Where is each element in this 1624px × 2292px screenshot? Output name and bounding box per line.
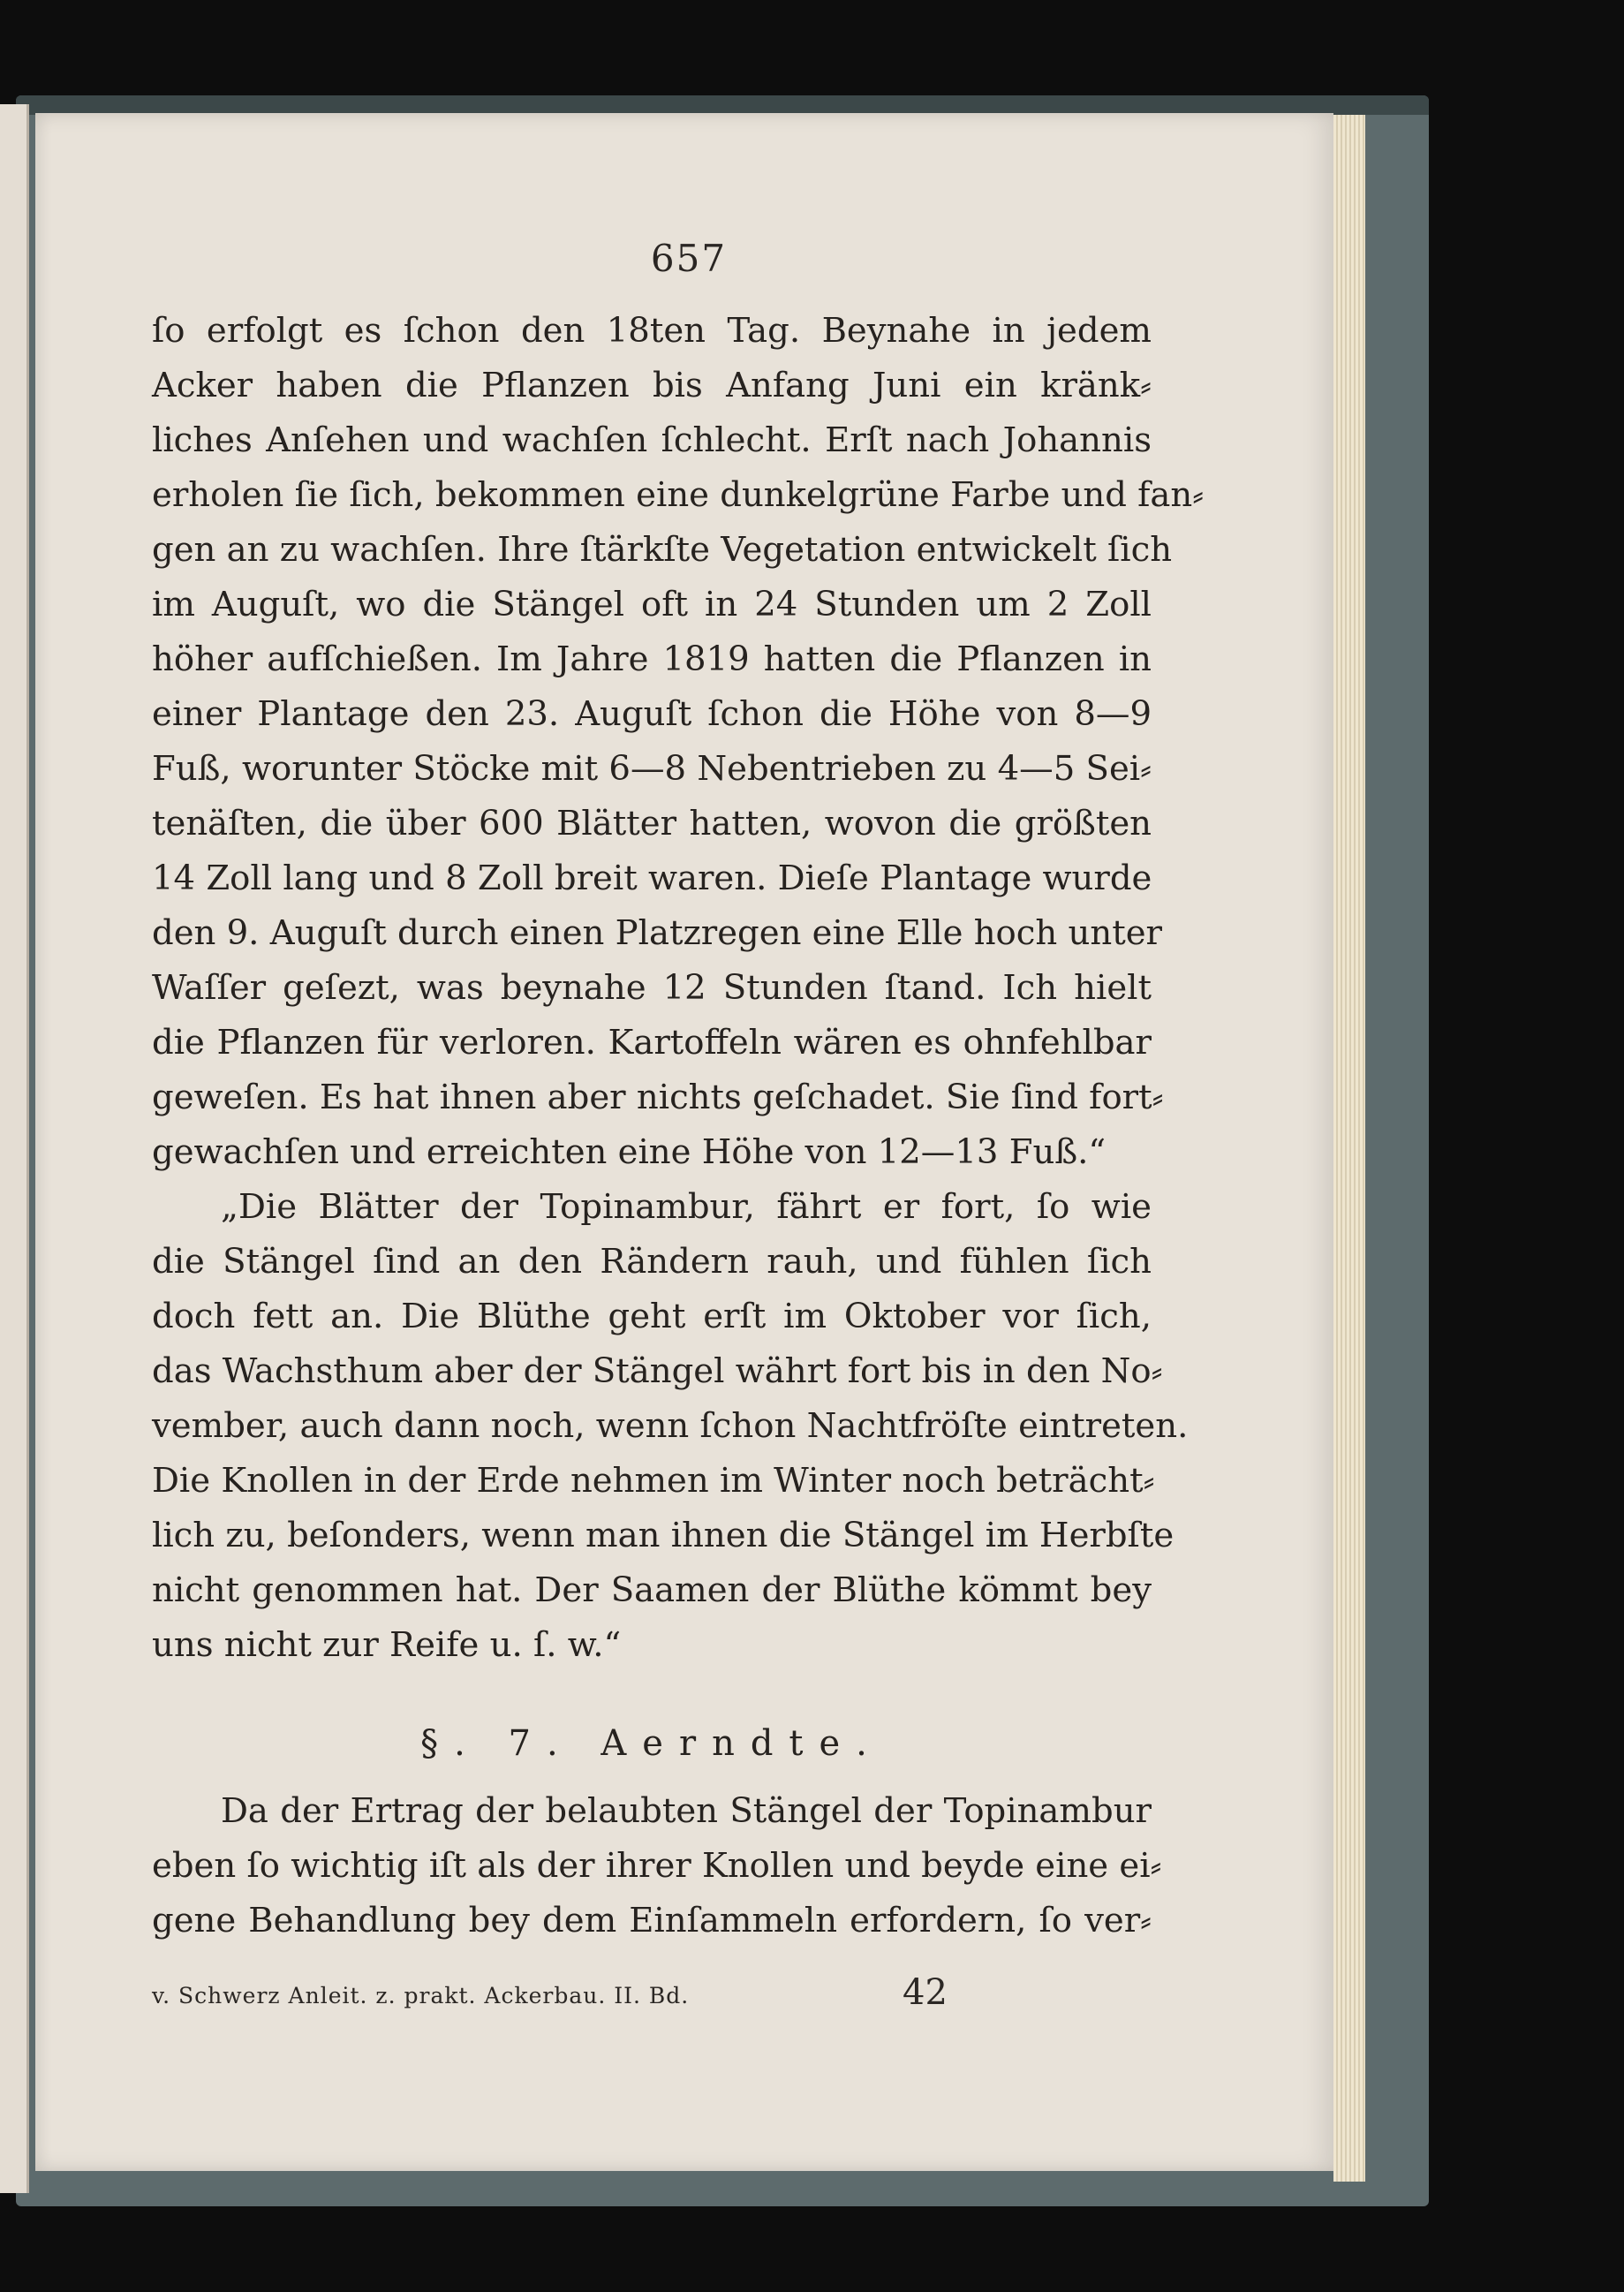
text-line: vember, auch dann noch, wenn ſchon Nachtfröſte eintreten. [152,1406,1189,1446]
text-line: tenäſten, die über 600 Blätter hatten, wovon die größten [152,804,1152,843]
text-line: gene Behandlung bey dem Einſammeln erfordern, ſo ver⸗ [152,1901,1152,1940]
text-line: das Wachsthum aber der Stängel währt fort bis in den No⸗ [152,1351,1163,1391]
text-line: eben ſo wichtig iſt als der ihrer Knollen und beyde eine ei⸗ [152,1846,1162,1886]
text-line: uns nicht zur Reife u. ſ. w.“ [152,1625,622,1665]
footer-sheet-number: 42 [903,1972,948,2013]
text-line: Waſſer geſezt, was beynahe 12 Stunden ſtand. Ich hielt [152,968,1152,1008]
text-line: einer Plantage den 23. Auguſt ſchon die Höhe von 8—9 [152,694,1152,734]
text-line: im Auguſt, wo die Stängel oft in 24 Stunden um 2 Zoll [152,585,1152,624]
page-number: 657 [650,237,728,280]
text-line: doch fett an. Die Blüthe geht erſt im Oktober vor ſich, [152,1297,1152,1336]
text-line: 14 Zoll lang und 8 Zoll breit waren. Dieſe Plantage wurde [152,859,1152,898]
text-line: Da der Ertrag der belaubten Stängel der Topinambur [221,1791,1152,1831]
text-line: gewachſen und erreichten eine Höhe von 12—13 Fuß.“ [152,1132,1107,1172]
text-line: die Stängel ſind an den Rändern rauh, und fühlen ſich [152,1242,1152,1282]
section-heading: §. 7. Aerndte. [420,1723,883,1764]
text-line: lich zu, beſonders, wenn man ihnen die Stängel im Herbſte [152,1516,1175,1555]
cover-top-edge [16,95,1429,115]
text-line: ſo erfolgt es ſchon den 18ten Tag. Beynahe in jedem [152,311,1152,351]
text-line: geweſen. Es hat ihnen aber nichts geſchadet. Sie ſind fort⸗ [152,1078,1164,1117]
text-line: nicht genommen hat. Der Saamen der Blüthe kömmt bey [152,1570,1152,1610]
text-line: liches Anſehen und wachſen ſchlecht. Erſt nach Johannis [152,420,1152,460]
text-line: Die Knollen in der Erde nehmen im Winter noch beträcht⸗ [152,1461,1155,1501]
page-body [152,304,1205,1948]
text-line: die Pflanzen für verloren. Kartoffeln wären es ohnfehlbar [152,1023,1152,1063]
page-footer [152,1972,1152,2034]
text-line: Acker haben die Pflanzen bis Anfang Juni ein kränk⸗ [152,366,1152,405]
page-edges [1333,115,1365,2182]
text-line: erholen ſie ſich, bekommen eine dunkelgrüne Farbe und fan⸗ [152,475,1205,515]
book-page [35,113,1333,2171]
left-page-edge [0,104,29,2193]
text-line: Fuß, worunter Stöcke mit 6—8 Nebentrieben zu 4—5 Sei⸗ [152,749,1152,789]
text-line: gen an zu wachſen. Ihre ſtärkſte Vegetation entwickelt ſich [152,530,1173,570]
text-line: höher aufſchießen. Im Jahre 1819 hatten die Pflanzen in [152,639,1152,679]
text-line: den 9. Auguſt durch einen Platzregen eine Elle hoch unter [152,913,1162,953]
text-line: „Die Blätter der Topinambur, fährt er fort, ſo wie [221,1187,1152,1227]
footer-signature: v. Schwerz Anleit. z. prakt. Ackerbau. II. Bd. [152,1983,690,2008]
